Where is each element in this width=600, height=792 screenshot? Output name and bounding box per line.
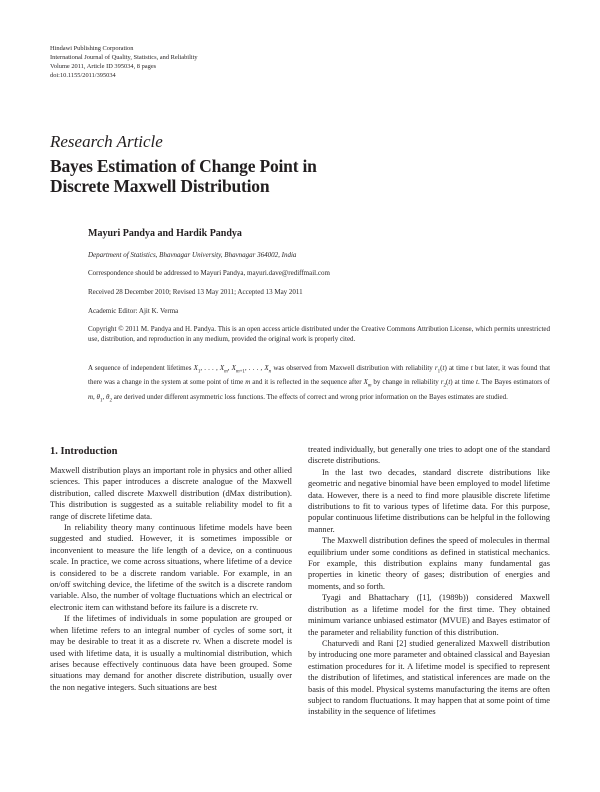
paragraph: Tyagi and Bhattachary ([1], (1989b)) considered Maxwell distribution as a lifetime model for the first time. They obtained minimum variance unbiased estimator (MVUE) and Bayes estimator of the parameter and reliability function of this distribution. — [308, 593, 550, 637]
body-column-right — [308, 444, 550, 718]
affiliation: Department of Statistics, Bhavnagar University, Bhavnagar 364002, India — [88, 251, 297, 259]
authors: Mayuri Pandya and Hardik Pandya — [88, 228, 242, 239]
publisher-line: Hindawi Publishing Corporation — [50, 45, 134, 52]
correspondence: Correspondence should be addressed to Mayuri Pandya, mayuri.dave@rediffmail.com — [88, 269, 330, 277]
volume-line: Volume 2011, Article ID 395034, 8 pages — [50, 63, 157, 70]
abstract — [88, 363, 550, 406]
article-type: Research Article — [50, 132, 163, 151]
paragraph: In reliability theory many continuous lifetime models have been suggested and studied. However, it is sometimes impossible or inconvenient to measure the life length of a device, on a continuous scale. In practice, we come across situations, where lifetime of a device is considered to be a discrete random variable. For example, in an on/off switching device, the lifetime of the switch is a discrete random variable. Also, the number of voltage fluctuations which an electrical or electronic item can withstand before its failure is a discrete rv. — [50, 523, 292, 612]
title-line-2: Discrete Maxwell Distribution — [50, 176, 270, 196]
academic-editor: Academic Editor: Ajit K. Verma — [88, 307, 179, 315]
received-dates: Received 28 December 2010; Revised 13 May 2011; Accepted 13 May 2011 — [88, 288, 303, 296]
journal-line: International Journal of Quality, Statistics, and Reliability — [50, 54, 198, 61]
paragraph: treated individually, but generally one tries to adopt one of the standard discrete distributions. — [308, 445, 550, 466]
paragraph: The Maxwell distribution defines the speed of molecules in thermal equilibrium under some conditions as defined in statistical mechanics. For example, this distribution explains many fundamental gas properties in kinetic theory of gases; distribution of energies and moments, and so forth. — [308, 536, 550, 591]
doi-link[interactable]: doi:10.1155/2011/395034 — [50, 72, 116, 79]
paragraph: Chaturvedi and Rani [2] studied generalized Maxwell distribution by introducing one more parameter and obtained classical and Bayesian estimation procedures for it. A lifetime model is specified to represent the distribution of lifetimes, and statistical inferences are made on the basis of this model. Physical systems manufacturing the items are often subject to random fluctuations. It may happen that at some point of time instability in the sequence of lifetimes — [308, 638, 550, 717]
copyright-notice — [88, 324, 550, 344]
title-line-1: Bayes Estimation of Change Point in — [50, 156, 317, 176]
copyright-text: Copyright © 2011 M. Pandya and H. Pandya. This is an open access article distributed under the Creative Commons Attribution License, which permits unrestricted use, distribution, and reproduction in any medium, provided the original work is properly cited. — [88, 325, 550, 343]
body-column-left — [50, 465, 292, 693]
abstract-text: A sequence of independent lifetimes $X_1$, . . . , $X_m$, $X_{m+1}$, . . . , $X_n$ was observed from Maxwell distribution with reliability $r_1(t)$ at time t but later, it was found that there was a change in the system at some point of time m and it is reflected in the sequence after $X_m$ by change in reliability $r_2(t)$ at time t. The Bayes estimators of m, $\theta_1$, $\theta_2$ are derived under different asymmetric loss functions. The effects of correct and wrong prior information on the Bayes estimates are studied. — [88, 364, 551, 404]
section-heading-introduction: 1. Introduction — [50, 446, 118, 457]
paragraph: If the lifetimes of individuals in some population are grouped or when lifetime refers to an integral number of cycles of some sort, it may be desirable to treat it as a discrete rv. When a discrete model is used with lifetime data, it is usually a multinomial distribution, which arises because effectively continuous data have been grouped. Some situations may demand for another discrete distribution, usually over the non negative integers. Such situations are best — [50, 614, 292, 692]
doi-line[interactable] — [50, 71, 116, 80]
paragraph: Maxwell distribution plays an important role in physics and other allied sciences. This paper introduces a discrete analogue of the Maxwell distribution, called discrete Maxwell distribution (dMax distribution). This distribution is suggested as a suitable reliability model to fit a range of discrete lifetime data. — [50, 466, 292, 521]
paragraph: In the last two decades, standard discrete distributions like geometric and negative binomial have been employed to model lifetime data. However, there is a need to find more plausible discrete lifetime distributions to fit to various types of lifetime data. For this purpose, popular continuous lifetime distributions can be helpful in the following manner. — [308, 467, 550, 534]
